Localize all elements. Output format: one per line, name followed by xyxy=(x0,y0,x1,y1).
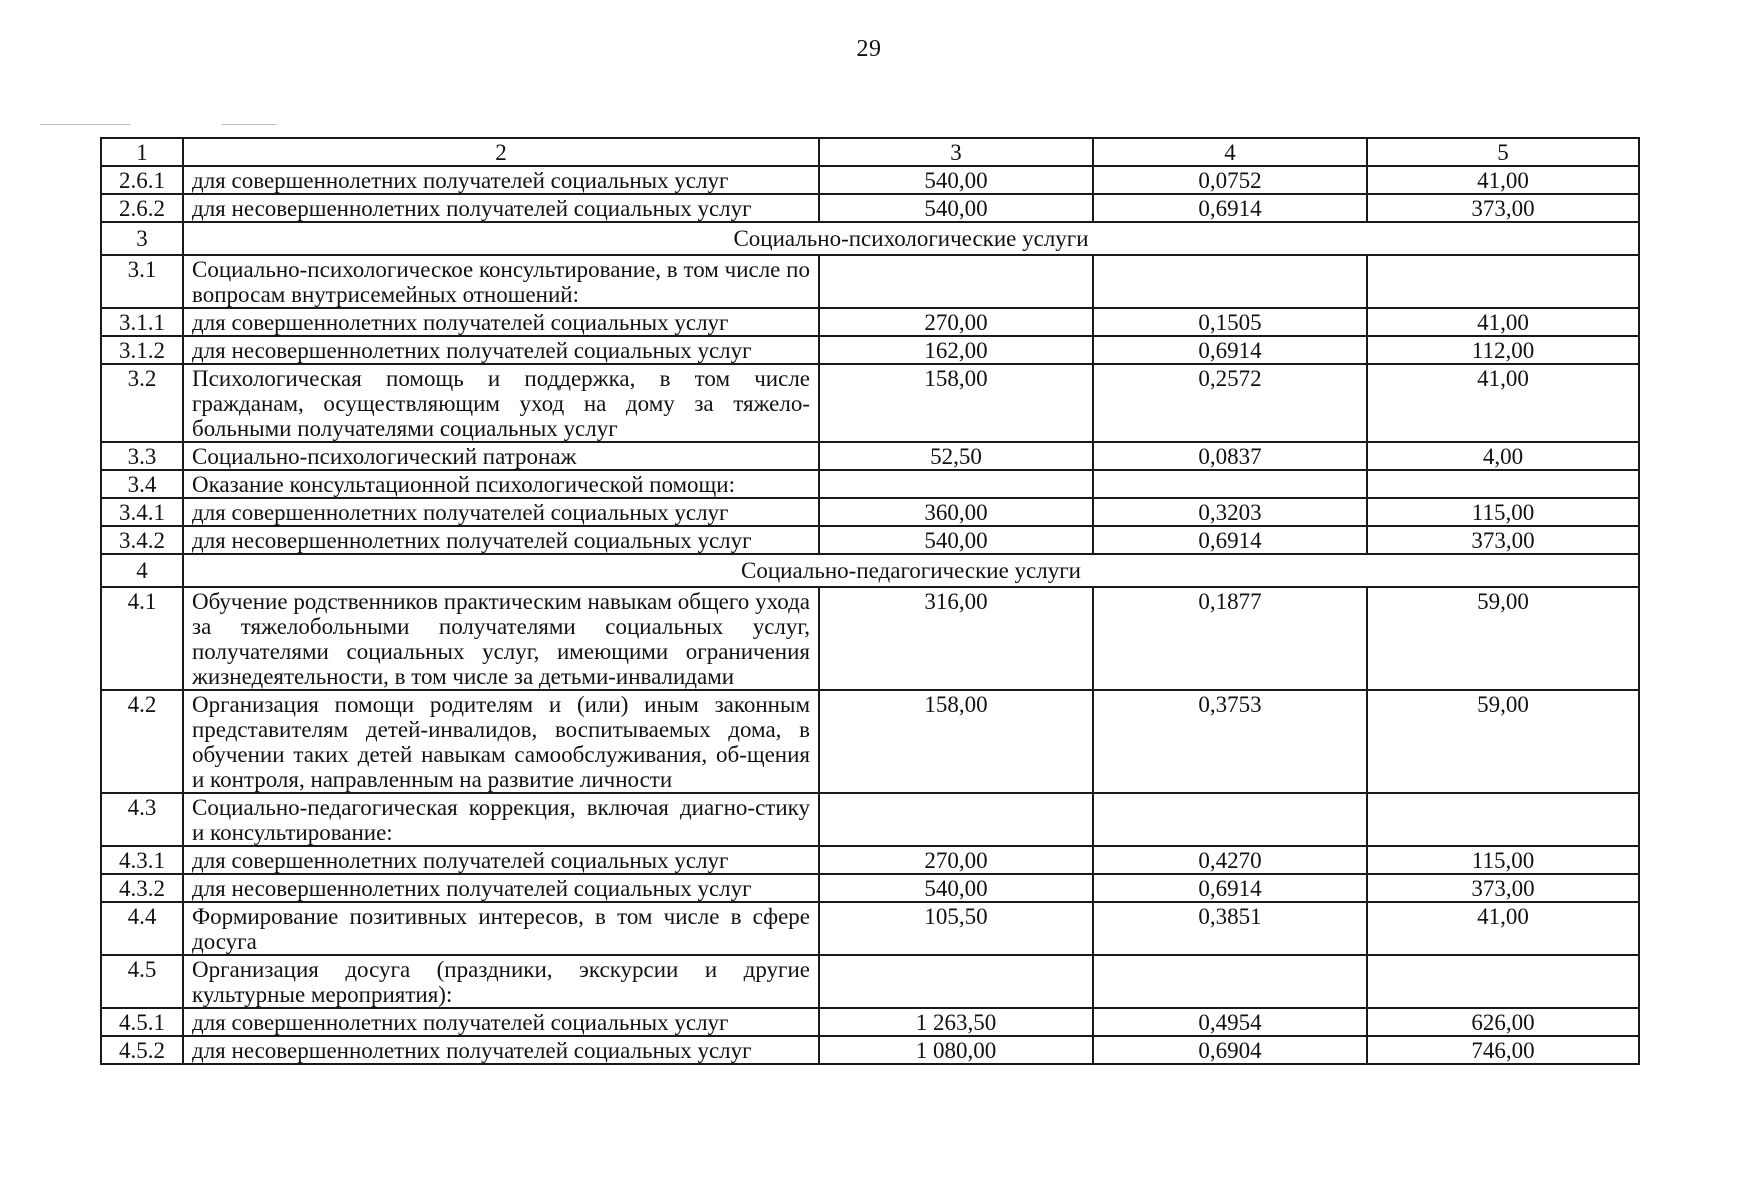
value-cell-col3: 162,00 xyxy=(819,336,1093,364)
value-cell-col5: 373,00 xyxy=(1367,526,1639,554)
value-cell-col4 xyxy=(1093,470,1367,498)
service-description-cell: для совершеннолетних получателей социальных услуг xyxy=(183,846,819,874)
table-row xyxy=(101,194,1639,222)
section-title-cell: Социально-психологические услуги xyxy=(183,222,1639,255)
item-number-cell: 3.4.2 xyxy=(101,526,183,554)
service-description-cell: Психологическая помощь и поддержка, в том числе гражданам, осуществляющим уход на дому за тяжело-больными получателями социальных услуг xyxy=(183,364,819,442)
value-cell-col5 xyxy=(1367,255,1639,308)
item-number-cell: 3.3 xyxy=(101,442,183,470)
header-cell-1: 1 xyxy=(101,138,183,166)
value-cell-col4: 0,6914 xyxy=(1093,874,1367,902)
item-number-cell: 4.3.2 xyxy=(101,874,183,902)
service-description-cell: для несовершеннолетних получателей социальных услуг xyxy=(183,1036,819,1064)
value-cell-col3 xyxy=(819,955,1093,1008)
value-cell-col3: 1 263,50 xyxy=(819,1008,1093,1036)
table-row xyxy=(101,442,1639,470)
table-row xyxy=(101,498,1639,526)
section-row xyxy=(101,222,1639,255)
item-number-cell: 3.4.1 xyxy=(101,498,183,526)
service-description-cell: для несовершеннолетних получателей социальных услуг xyxy=(183,336,819,364)
value-cell-col4 xyxy=(1093,793,1367,846)
value-cell-col3: 540,00 xyxy=(819,874,1093,902)
table-row xyxy=(101,955,1639,1008)
column-number-header-row xyxy=(101,138,1639,166)
service-description-cell: для несовершеннолетних получателей социальных услуг xyxy=(183,194,819,222)
service-description-cell: для совершеннолетних получателей социальных услуг xyxy=(183,498,819,526)
item-number-cell: 3.1.1 xyxy=(101,308,183,336)
header-cell-4: 4 xyxy=(1093,138,1367,166)
value-cell-col5: 41,00 xyxy=(1367,308,1639,336)
value-cell-col5: 59,00 xyxy=(1367,587,1639,690)
table-row xyxy=(101,255,1639,308)
section-row xyxy=(101,554,1639,587)
value-cell-col3: 540,00 xyxy=(819,526,1093,554)
value-cell-col3: 158,00 xyxy=(819,690,1093,793)
item-number-cell: 4.2 xyxy=(101,690,183,793)
value-cell-col5: 746,00 xyxy=(1367,1036,1639,1064)
item-number-cell: 4.5.2 xyxy=(101,1036,183,1064)
table-row xyxy=(101,902,1639,955)
value-cell-col5 xyxy=(1367,955,1639,1008)
item-number-cell: 4.5 xyxy=(101,955,183,1008)
value-cell-col4: 0,6904 xyxy=(1093,1036,1367,1064)
value-cell-col5: 373,00 xyxy=(1367,874,1639,902)
service-description-cell: Социально-педагогическая коррекция, включая диагно-стику и консультирование: xyxy=(183,793,819,846)
value-cell-col5: 112,00 xyxy=(1367,336,1639,364)
value-cell-col5: 115,00 xyxy=(1367,846,1639,874)
value-cell-col5: 59,00 xyxy=(1367,690,1639,793)
header-cell-3: 3 xyxy=(819,138,1093,166)
value-cell-col3: 540,00 xyxy=(819,194,1093,222)
service-description-cell: для совершеннолетних получателей социальных услуг xyxy=(183,308,819,336)
table-row xyxy=(101,587,1639,690)
value-cell-col4: 0,3851 xyxy=(1093,902,1367,955)
item-number-cell: 2.6.2 xyxy=(101,194,183,222)
value-cell-col3: 540,00 xyxy=(819,166,1093,194)
service-description-cell: Оказание консультационной психологической помощи: xyxy=(183,470,819,498)
service-description-cell: для совершеннолетних получателей социальных услуг xyxy=(183,1008,819,1036)
value-cell-col3 xyxy=(819,255,1093,308)
scan-artifact-line xyxy=(40,124,130,125)
table-row xyxy=(101,1036,1639,1064)
item-number-cell: 4.1 xyxy=(101,587,183,690)
value-cell-col4: 0,3753 xyxy=(1093,690,1367,793)
table-row xyxy=(101,1008,1639,1036)
service-description-cell: Обучение родственников практическим навыкам общего ухода за тяжелобольными получателями социальных услуг, получателями социальных услуг, имеющими ограничения жизнедеятельности, в том числе за детьми-инвалидами xyxy=(183,587,819,690)
table-row xyxy=(101,166,1639,194)
service-description-cell: для совершеннолетних получателей социальных услуг xyxy=(183,166,819,194)
table-row xyxy=(101,364,1639,442)
scan-artifact-line xyxy=(222,124,276,125)
item-number-cell: 4.3 xyxy=(101,793,183,846)
table-row xyxy=(101,336,1639,364)
service-description-cell: Социально-психологический патронаж xyxy=(183,442,819,470)
value-cell-col4: 0,4954 xyxy=(1093,1008,1367,1036)
item-number-cell: 4.3.1 xyxy=(101,846,183,874)
value-cell-col3: 105,50 xyxy=(819,902,1093,955)
item-number-cell: 2.6.1 xyxy=(101,166,183,194)
value-cell-col3: 158,00 xyxy=(819,364,1093,442)
value-cell-col4: 0,6914 xyxy=(1093,336,1367,364)
service-description-cell: Формирование позитивных интересов, в том числе в сфере досуга xyxy=(183,902,819,955)
service-description-cell: Социально-психологическое консультирование, в том числе по вопросам внутрисемейных отношений: xyxy=(183,255,819,308)
value-cell-col3: 270,00 xyxy=(819,308,1093,336)
table-row xyxy=(101,526,1639,554)
value-cell-col3: 1 080,00 xyxy=(819,1036,1093,1064)
value-cell-col5: 41,00 xyxy=(1367,364,1639,442)
value-cell-col3: 316,00 xyxy=(819,587,1093,690)
table-row xyxy=(101,470,1639,498)
value-cell-col4: 0,4270 xyxy=(1093,846,1367,874)
value-cell-col4: 0,6914 xyxy=(1093,526,1367,554)
service-description-cell: Организация досуга (праздники, экскурсии и другие культурные мероприятия): xyxy=(183,955,819,1008)
services-table xyxy=(100,137,1640,1065)
value-cell-col4: 0,2572 xyxy=(1093,364,1367,442)
table-row xyxy=(101,793,1639,846)
item-number-cell: 4.4 xyxy=(101,902,183,955)
header-cell-2: 2 xyxy=(183,138,819,166)
value-cell-col3: 360,00 xyxy=(819,498,1093,526)
page-number: 29 xyxy=(856,36,882,62)
item-number-cell: 3.2 xyxy=(101,364,183,442)
value-cell-col4: 0,1877 xyxy=(1093,587,1367,690)
value-cell-col4: 0,3203 xyxy=(1093,498,1367,526)
value-cell-col4: 0,0752 xyxy=(1093,166,1367,194)
value-cell-col3: 270,00 xyxy=(819,846,1093,874)
service-description-cell: для несовершеннолетних получателей социальных услуг xyxy=(183,874,819,902)
value-cell-col4: 0,0837 xyxy=(1093,442,1367,470)
value-cell-col4 xyxy=(1093,955,1367,1008)
table-body xyxy=(101,138,1639,1064)
value-cell-col5: 626,00 xyxy=(1367,1008,1639,1036)
table-row xyxy=(101,846,1639,874)
value-cell-col5 xyxy=(1367,793,1639,846)
header-cell-5: 5 xyxy=(1367,138,1639,166)
item-number-cell: 3.1 xyxy=(101,255,183,308)
value-cell-col5: 41,00 xyxy=(1367,166,1639,194)
table-row xyxy=(101,308,1639,336)
value-cell-col5 xyxy=(1367,470,1639,498)
value-cell-col5: 373,00 xyxy=(1367,194,1639,222)
value-cell-col3: 52,50 xyxy=(819,442,1093,470)
value-cell-col5: 4,00 xyxy=(1367,442,1639,470)
item-number-cell: 4.5.1 xyxy=(101,1008,183,1036)
table-row xyxy=(101,690,1639,793)
table-row xyxy=(101,874,1639,902)
item-number-cell: 3.4 xyxy=(101,470,183,498)
value-cell-col4: 0,6914 xyxy=(1093,194,1367,222)
section-title-cell: Социально-педагогические услуги xyxy=(183,554,1639,587)
value-cell-col4 xyxy=(1093,255,1367,308)
value-cell-col3 xyxy=(819,793,1093,846)
value-cell-col3 xyxy=(819,470,1093,498)
section-number-cell: 3 xyxy=(101,222,183,255)
value-cell-col5: 41,00 xyxy=(1367,902,1639,955)
section-number-cell: 4 xyxy=(101,554,183,587)
value-cell-col5: 115,00 xyxy=(1367,498,1639,526)
value-cell-col4: 0,1505 xyxy=(1093,308,1367,336)
service-description-cell: для несовершеннолетних получателей социальных услуг xyxy=(183,526,819,554)
item-number-cell: 3.1.2 xyxy=(101,336,183,364)
service-description-cell: Организация помощи родителям и (или) иным законным представителям детей-инвалидов, воспитываемых дома, в обучении таких детей навыкам самообслуживания, об-щения и контроля, направленным на развитие личности xyxy=(183,690,819,793)
